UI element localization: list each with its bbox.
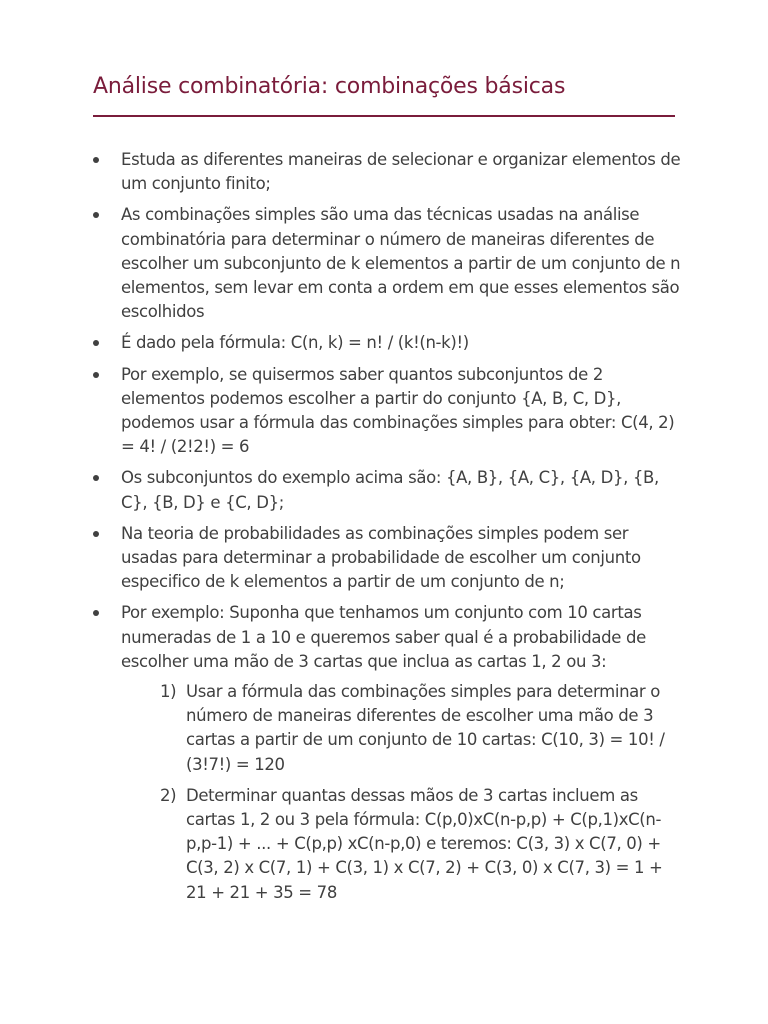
bullet-icon bbox=[93, 340, 99, 346]
bullet-item bbox=[93, 363, 683, 460]
bullet-text: As combinações simples são uma das técnicas usadas na análise combinatória para determinar o número de maneiras diferentes de escolher um subconjunto de k elementos a partir de um conjunto de n elementos, sem levar em conta a ordem em que esses elementos são escolhidos bbox=[121, 205, 681, 322]
step-text: Usar a fórmula das combinações simples para determinar o número de maneiras diferentes de escolher uma mão de 3 cartas a partir de um conjunto de 10 cartas: C(10, 3) = 10! / (3!7!) = 120 bbox=[186, 682, 665, 774]
step-number: 1) bbox=[160, 682, 177, 702]
bullet-item bbox=[93, 203, 683, 324]
bullet-icon bbox=[93, 610, 99, 616]
bullet-item bbox=[93, 466, 683, 514]
bullet-icon bbox=[93, 475, 99, 481]
bullet-text: Na teoria de probabilidades as combinações simples podem ser usadas para determinar a probabilidade de escolher um conjunto especifico de k elementos a partir de um conjunto de n; bbox=[121, 523, 641, 592]
numbered-step bbox=[161, 784, 683, 905]
bullet-icon bbox=[93, 372, 99, 378]
numbered-steps bbox=[161, 680, 683, 905]
page-title: Análise combinatória: combinações básicas bbox=[93, 74, 566, 99]
bullet-icon bbox=[93, 157, 99, 163]
bullet-icon bbox=[93, 212, 99, 218]
numbered-step bbox=[161, 680, 683, 777]
bullet-text: Por exemplo, se quisermos saber quantos subconjuntos de 2 elementos podemos escolher a partir do conjunto {A, B, C, D}, podemos usar a fórmula das combinações simples para obter: C(4, 2) = 4! / (2!2!) = 6 bbox=[121, 364, 675, 457]
bullet-text: Por exemplo: Suponha que tenhamos um conjunto com 10 cartas numeradas de 1 a 10 e queremos saber qual é a probabilidade de escolher uma mão de 3 cartas que inclua as cartas 1, 2 ou 3: bbox=[121, 603, 646, 671]
bullet-item bbox=[93, 148, 683, 196]
step-number: 2) bbox=[160, 785, 177, 805]
bullet-item bbox=[93, 601, 683, 904]
bullet-icon bbox=[93, 531, 99, 537]
bullet-item bbox=[93, 331, 683, 355]
bullet-text: Os subconjuntos do exemplo acima são: {A, B}, {A, C}, {A, D}, {B, C}, {B, D} e {C, D}; bbox=[121, 468, 659, 512]
step-text: Determinar quantas dessas mãos de 3 cartas incluem as cartas 1, 2 ou 3 pela fórmula: C(p,0)xC(n-p,p) + C(p,1)xC(n-p,p-1) + ... + C(p,p) xC(n-p,0) e teremos: C(3, 3) x C(7, 0) + C(3, 2) x C(7, 1) + C(3, 1) x C(7, 2) + C(3, 0) x C(7, 3) = 1 + 21 + 21 + 35 = 78 bbox=[186, 785, 663, 902]
bullet-list bbox=[93, 148, 683, 912]
bullet-item bbox=[93, 522, 683, 595]
title-underline bbox=[93, 115, 675, 117]
bullet-text: É dado pela fórmula: C(n, k) = n! / (k!(n-k)!) bbox=[121, 333, 469, 353]
bullet-text: Estuda as diferentes maneiras de selecionar e organizar elementos de um conjunto finito; bbox=[121, 150, 681, 194]
